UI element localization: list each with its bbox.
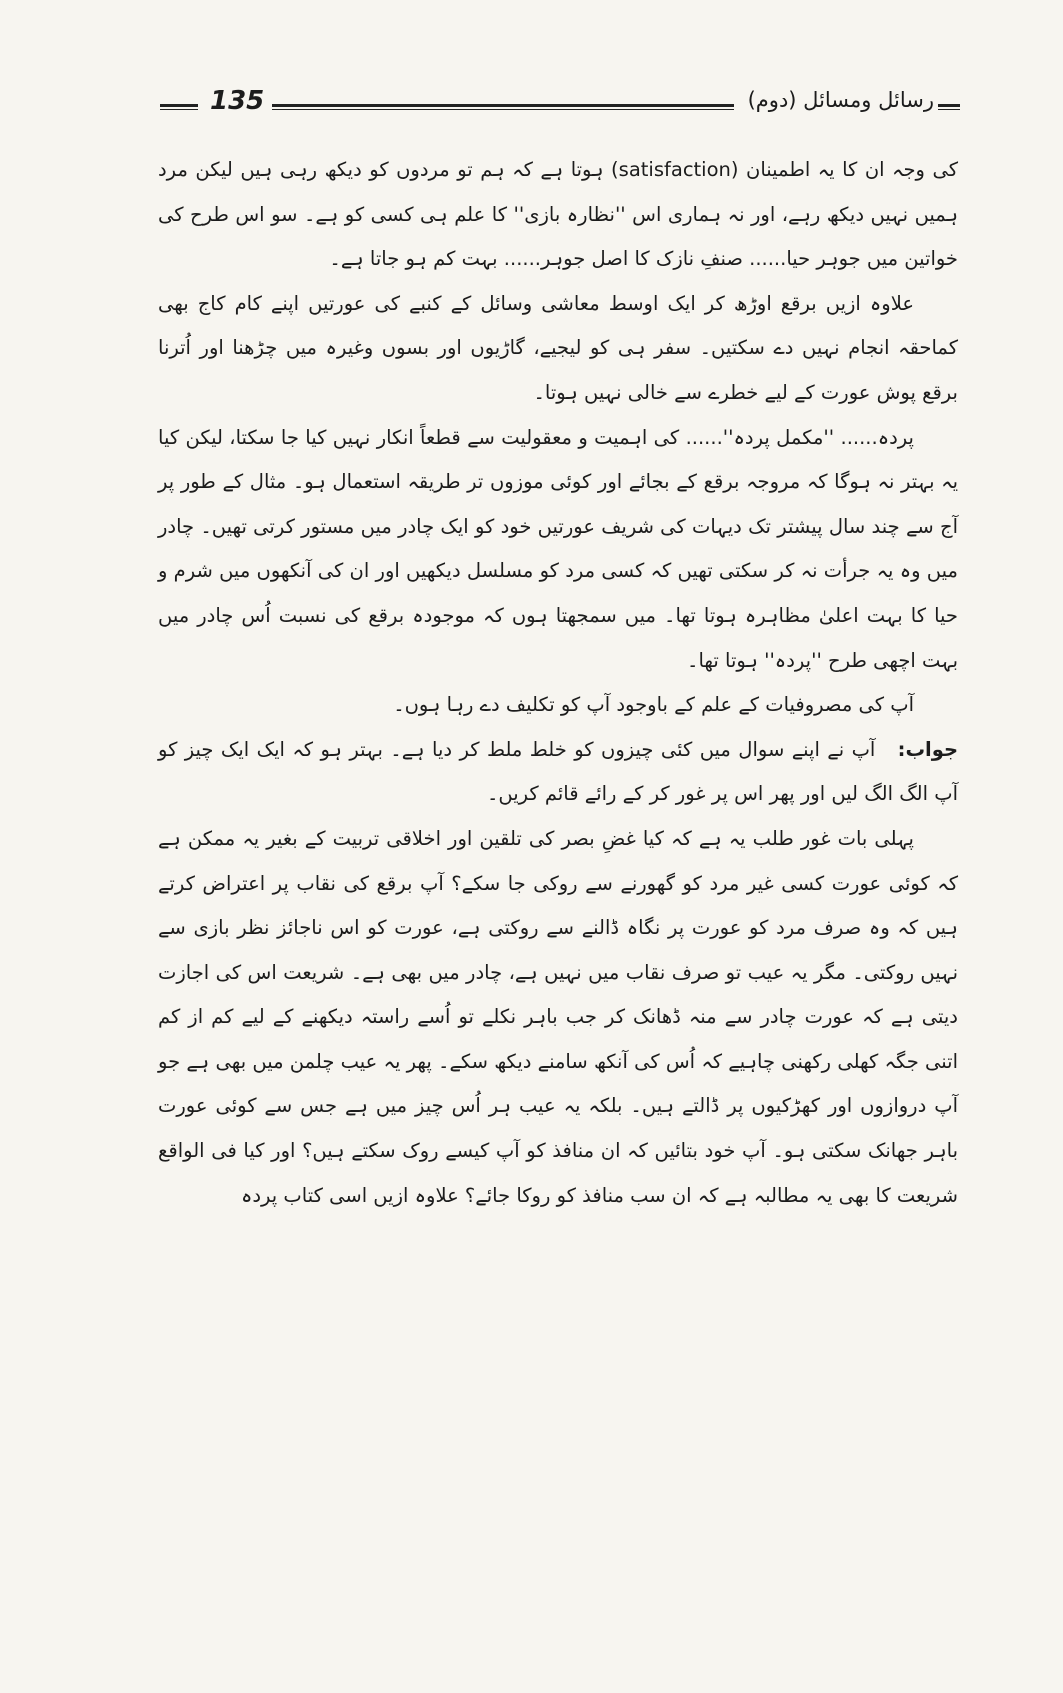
paragraph: آپ کی مصروفیات کے علم کے باوجود آپ کو تکلیف دے رہا ہوں۔ bbox=[393, 693, 914, 717]
header-rule-middle bbox=[272, 104, 734, 110]
page-number: 135 bbox=[210, 86, 265, 116]
paragraph: کی وجہ ان کا یہ اطمینان (satisfaction) ہوتا ہے کہ ہم تو مردوں کو دیکھ رہی ہیں لیکن مرد ہمیں نہیں دیکھ رہے، اور نہ ہماری اس ''نظارہ بازی'' کا علم ہی کسی کو ہے۔ سو اس طرح کی خواتین میں جوہر حیا...... صنفِ نازک کا اصل جوہر...... بہت کم ہو جاتا ہے۔ bbox=[158, 158, 958, 271]
answer-paragraph bbox=[158, 728, 958, 817]
book-title: رسائل ومسائل (دوم) bbox=[747, 88, 934, 112]
answer-label: جواب: bbox=[897, 737, 958, 761]
header-rule-left bbox=[160, 104, 198, 110]
answer-text: آپ نے اپنے سوال میں کئی چیزوں کو خلط ملط کر دیا ہے۔ بہتر ہو کہ ایک ایک چیز کو آپ الگ الگ لیں اور پھر اس پر غور کر کے رائے قائم کریں۔ bbox=[158, 737, 958, 806]
body-text bbox=[158, 148, 958, 1218]
running-header bbox=[160, 86, 960, 130]
paragraph: علاوہ ازیں برقع اوڑھ کر ایک اوسط معاشی وسائل کے کنبے کی عورتیں اپنے کام کاج بھی کماحقہ انجام نہیں دے سکتیں۔ سفر ہی کو لیجیے، گاڑیوں اور بسوں وغیرہ میں چڑھنا اور اُترنا برقع پوش عورت کے لیے خطرے سے خالی نہیں ہوتا۔ bbox=[158, 291, 958, 404]
header-rule-right bbox=[938, 104, 960, 110]
paragraph: پہلی بات غور طلب یہ ہے کہ کیا غضِ بصر کی تلقین اور اخلاقی تربیت کے بغیر یہ ممکن ہے کہ کوئی عورت کسی غیر مرد کو گھورنے سے روکی جا سکے؟ آپ برقع کی نقاب پر اعتراض کرتے ہیں کہ وہ صرف مرد کو عورت پر نگاہ ڈالنے سے روکتی ہے، عورت کو اس ناجائز نظر بازی سے نہیں روکتی۔ مگر یہ عیب تو صرف نقاب میں نہیں ہے، چادر میں بھی ہے۔ شریعت اس کی اجازت دیتی ہے کہ عورت چادر سے منہ ڈھانک کر جب باہر نکلے تو اُسے راستہ دیکھنے کے لیے کم از کم اتنی جگہ کھلی رکھنی چاہیے کہ اُس کی آنکھ سامنے دیکھ سکے۔ پھر یہ عیب چلمن میں بھی ہے جو آپ دروازوں اور کھڑکیوں پر ڈالتے ہیں۔ بلکہ یہ عیب ہر اُس چیز میں ہے جس سے کوئی عورت باہر جھانک سکتی ہو۔ آپ خود بتائیں کہ ان منافذ کو آپ کیسے روک سکتے ہیں؟ اور کیا فی الواقع شریعت کا بھی یہ مطالبہ ہے کہ ان سب منافذ کو روکا جائے؟ علاوہ ازیں اسی کتاب پردہ bbox=[158, 826, 958, 1207]
paragraph: پردہ...... ''مکمل پردہ''...... کی اہمیت و معقولیت سے قطعاً انکار نہیں کیا جا سکتا، لیکن کیا یہ بہتر نہ ہوگا کہ مروجہ برقع کے بجائے اور کوئی موزوں تر طریقہ استعمال ہو۔ مثال کے طور پر آج سے چند سال پیشتر تک دیہات کی شریف عورتیں خود کو ایک چادر میں مستور کرتی تھیں۔ چادر میں وہ یہ جرأت نہ کر سکتی تھیں کہ کسی مرد کو مسلسل دیکھیں اور ان کی آنکھوں میں شرم و حیا کا بہت اعلیٰ مظاہرہ ہوتا تھا۔ میں سمجھتا ہوں کہ موجودہ برقع کی نسبت اُس چادر میں بہت اچھی طرح ''پردہ'' ہوتا تھا۔ bbox=[158, 425, 958, 672]
